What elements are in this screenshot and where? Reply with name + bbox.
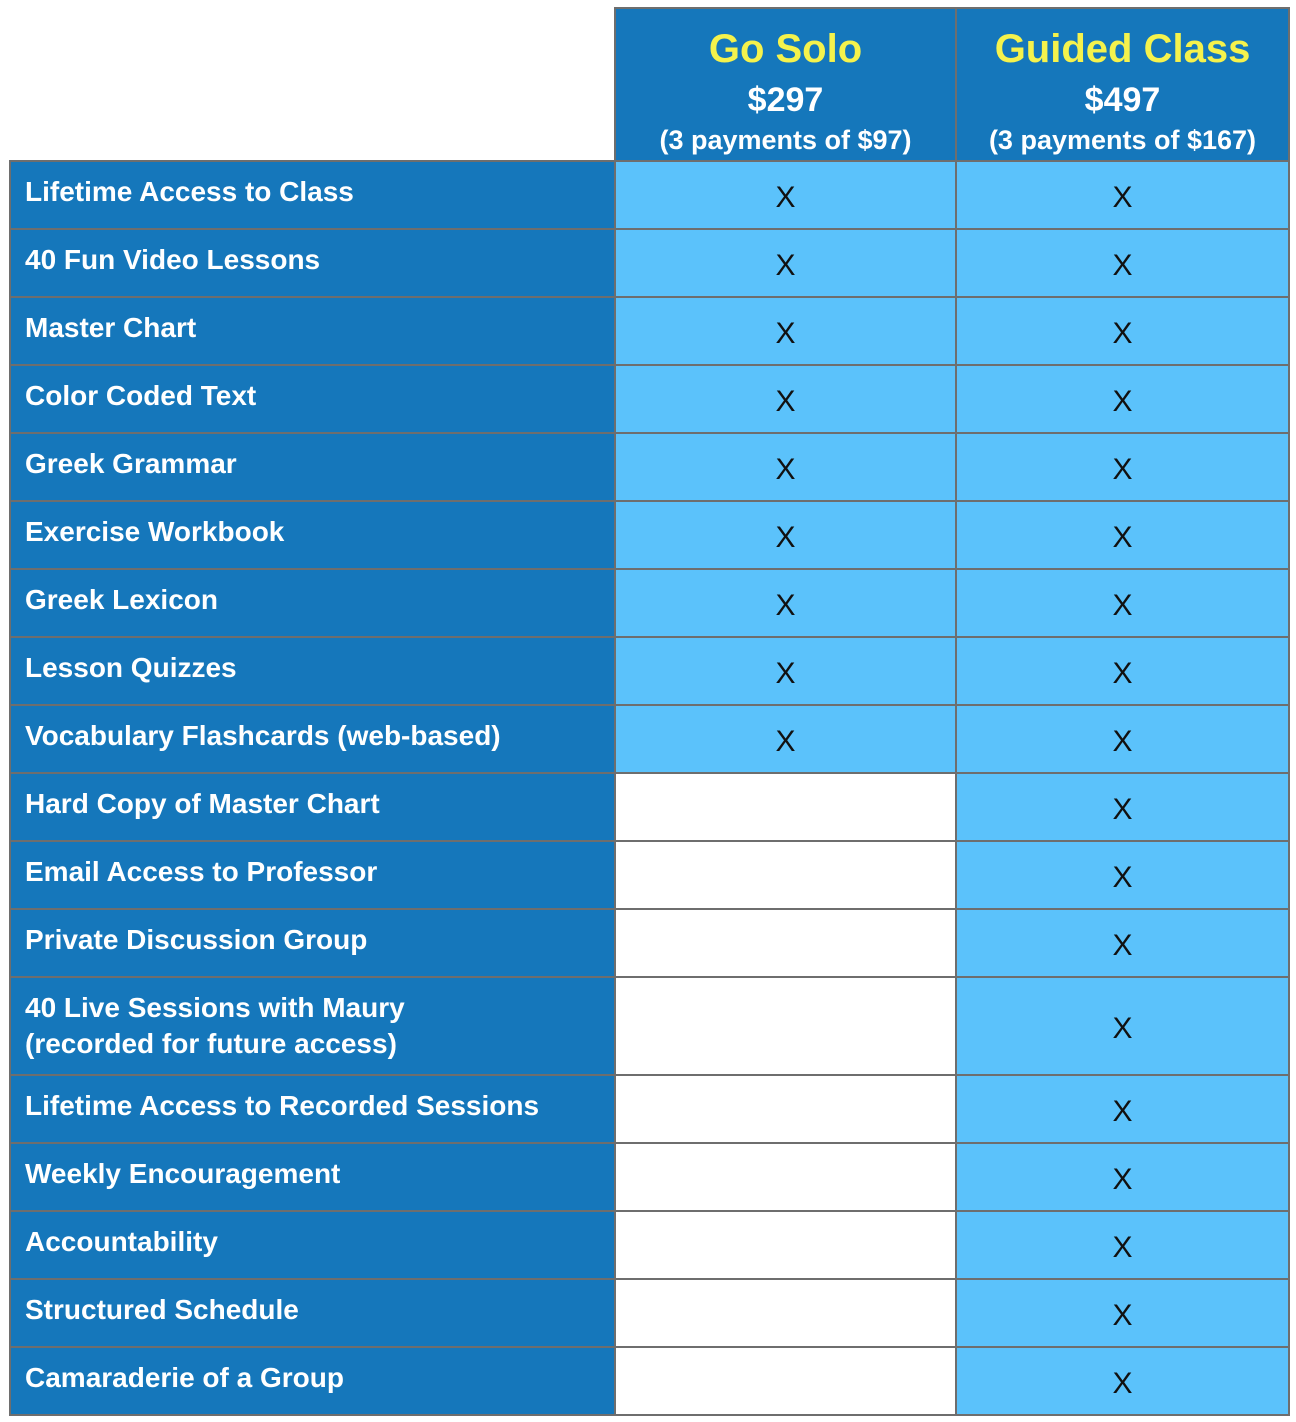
table-row [9, 1076, 1290, 1144]
not-included-cell [616, 978, 957, 1076]
included-cell [616, 706, 957, 774]
feature-label-cell [9, 774, 616, 842]
table-row [9, 1280, 1290, 1348]
feature-label: 40 Fun Video Lessons [25, 244, 321, 275]
not-included-cell [616, 910, 957, 978]
feature-label: Color Coded Text [25, 380, 257, 411]
check-mark: X [775, 181, 796, 214]
check-mark: X [775, 249, 796, 282]
feature-label: Greek Lexicon [25, 584, 218, 615]
check-mark: X [1112, 521, 1133, 554]
not-included-cell [616, 1280, 957, 1348]
check-mark: X [1112, 181, 1133, 214]
table-header-row [9, 7, 1290, 162]
included-cell [957, 570, 1290, 638]
included-cell [957, 502, 1290, 570]
included-cell [616, 502, 957, 570]
table-row [9, 1144, 1290, 1212]
feature-label: Master Chart [25, 312, 197, 343]
header-blank-cell [9, 7, 616, 162]
feature-label-cell [9, 1280, 616, 1348]
check-mark: X [1112, 1367, 1133, 1400]
check-mark: X [775, 453, 796, 486]
check-mark: X [775, 589, 796, 622]
feature-label-cell [9, 706, 616, 774]
feature-rows [9, 162, 1290, 1416]
feature-sublabel: (recorded for future access) [25, 1028, 397, 1059]
included-cell [957, 298, 1290, 366]
check-mark: X [1112, 1299, 1133, 1332]
feature-label: Structured Schedule [25, 1294, 299, 1325]
check-mark: X [1112, 793, 1133, 826]
included-cell [957, 910, 1290, 978]
feature-label-cell [9, 1212, 616, 1280]
check-mark: X [775, 317, 796, 350]
included-cell [957, 978, 1290, 1076]
check-mark: X [1112, 385, 1133, 418]
included-cell [616, 638, 957, 706]
not-included-cell [616, 1076, 957, 1144]
included-cell [616, 434, 957, 502]
feature-label: Lifetime Access to Class [25, 176, 354, 207]
feature-label: Greek Grammar [25, 448, 237, 479]
feature-label: 40 Live Sessions with Maury [25, 992, 405, 1023]
feature-label: Lesson Quizzes [25, 652, 237, 683]
table-row [9, 706, 1290, 774]
feature-label-cell [9, 502, 616, 570]
check-mark: X [1112, 1095, 1133, 1128]
included-cell [616, 298, 957, 366]
check-mark: X [1112, 657, 1133, 690]
plan-price: $497 [1084, 81, 1161, 119]
feature-label: Camaraderie of a Group [25, 1362, 344, 1393]
included-cell [957, 434, 1290, 502]
feature-label-cell [9, 230, 616, 298]
table-row [9, 1348, 1290, 1416]
included-cell [957, 638, 1290, 706]
check-mark: X [1112, 453, 1133, 486]
feature-label-cell [9, 570, 616, 638]
included-cell [616, 162, 957, 230]
not-included-cell [616, 1348, 957, 1416]
table-row [9, 366, 1290, 434]
check-mark: X [775, 725, 796, 758]
not-included-cell [616, 774, 957, 842]
plan-header-guided-class [957, 7, 1290, 162]
included-cell [957, 1348, 1290, 1416]
feature-label-cell [9, 1144, 616, 1212]
table-row [9, 842, 1290, 910]
plan-header-go-solo [616, 7, 957, 162]
table-row [9, 638, 1290, 706]
included-cell [957, 1076, 1290, 1144]
check-mark: X [1112, 725, 1133, 758]
feature-label-cell [9, 638, 616, 706]
table-row [9, 502, 1290, 570]
check-mark: X [1112, 1012, 1133, 1045]
feature-label: Private Discussion Group [25, 924, 368, 955]
feature-label: Exercise Workbook [25, 516, 285, 547]
included-cell [957, 774, 1290, 842]
plan-payment-terms: (3 payments of $167) [988, 125, 1257, 155]
check-mark: X [1112, 929, 1133, 962]
included-cell [957, 842, 1290, 910]
check-mark: X [1112, 1231, 1133, 1264]
table-row [9, 230, 1290, 298]
included-cell [616, 366, 957, 434]
not-included-cell [616, 1144, 957, 1212]
plan-price: $297 [747, 81, 824, 119]
table-row [9, 910, 1290, 978]
feature-label: Vocabulary Flashcards (web-based) [25, 720, 501, 751]
feature-label: Hard Copy of Master Chart [25, 788, 380, 819]
check-mark: X [775, 521, 796, 554]
check-mark: X [775, 657, 796, 690]
not-included-cell [616, 842, 957, 910]
feature-label-cell [9, 1348, 616, 1416]
included-cell [957, 1144, 1290, 1212]
feature-label: Email Access to Professor [25, 856, 378, 887]
feature-label-cell [9, 162, 616, 230]
plan-name: Go Solo [708, 27, 863, 71]
check-mark: X [775, 385, 796, 418]
table-row [9, 1212, 1290, 1280]
feature-label-cell [9, 434, 616, 502]
included-cell [616, 230, 957, 298]
plan-name: Guided Class [994, 27, 1251, 71]
included-cell [957, 162, 1290, 230]
table-row [9, 434, 1290, 502]
table-row [9, 570, 1290, 638]
check-mark: X [1112, 589, 1133, 622]
included-cell [957, 706, 1290, 774]
table-row [9, 774, 1290, 842]
table-row [9, 162, 1290, 230]
not-included-cell [616, 1212, 957, 1280]
feature-label-cell [9, 298, 616, 366]
included-cell [957, 1212, 1290, 1280]
feature-label: Lifetime Access to Recorded Sessions [25, 1090, 540, 1121]
feature-label-cell [9, 366, 616, 434]
check-mark: X [1112, 861, 1133, 894]
feature-label-cell [9, 1076, 616, 1144]
check-mark: X [1112, 1163, 1133, 1196]
feature-label-cell [9, 910, 616, 978]
plan-payment-terms: (3 payments of $97) [659, 125, 912, 155]
included-cell [957, 1280, 1290, 1348]
check-mark: X [1112, 249, 1133, 282]
table-row [9, 978, 1290, 1076]
included-cell [616, 570, 957, 638]
feature-label-cell [9, 842, 616, 910]
included-cell [957, 366, 1290, 434]
included-cell [957, 230, 1290, 298]
feature-label-cell [9, 978, 616, 1076]
comparison-table [9, 7, 1290, 1416]
feature-label: Accountability [25, 1226, 218, 1257]
table-row [9, 298, 1290, 366]
feature-label: Weekly Encouragement [25, 1158, 341, 1189]
check-mark: X [1112, 317, 1133, 350]
